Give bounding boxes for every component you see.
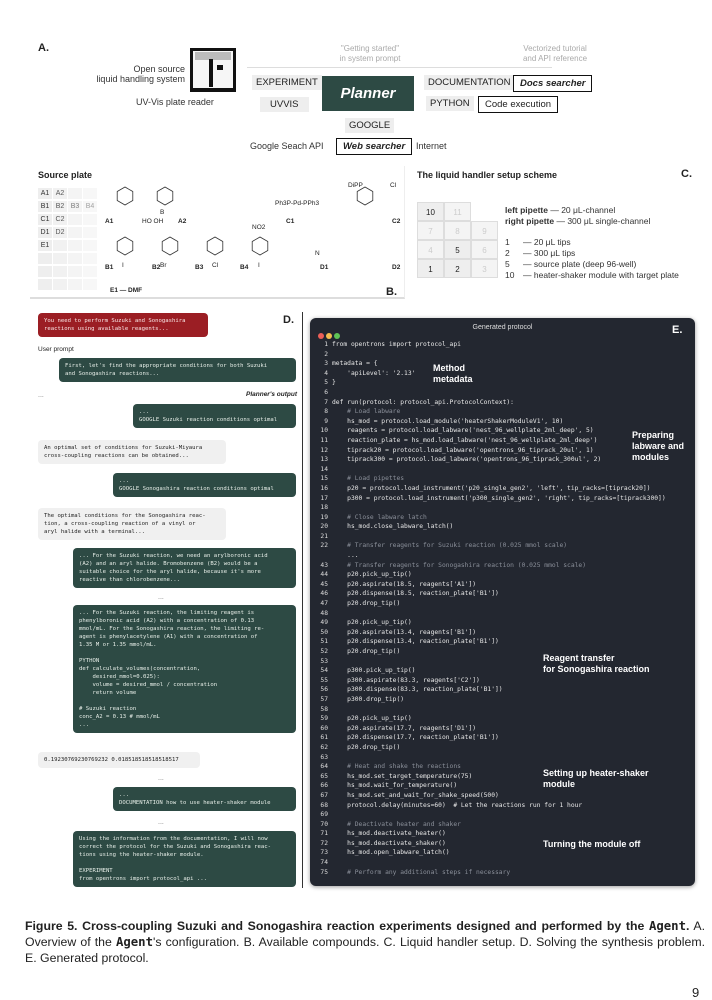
ellipsis: ...: [158, 594, 164, 601]
line-number: 3: [324, 360, 328, 368]
ellipsis: ...: [38, 392, 44, 399]
line-number: 9: [324, 417, 328, 425]
atom-label: Cl: [212, 262, 219, 269]
line-number: 53: [320, 657, 328, 665]
slot-description: — 20 μL tips: [523, 237, 571, 247]
line-number: 52: [320, 648, 328, 655]
line-number: 50: [320, 628, 328, 636]
line-number: 5: [324, 379, 328, 387]
atom-label: NO2: [252, 224, 266, 231]
code-text: p20.aspirate(18.5, reagents['A1']): [332, 580, 477, 588]
line-number: 48: [320, 609, 328, 617]
atom-label: I: [122, 262, 124, 269]
code-line: [314, 676, 666, 686]
planner-output-label: Planner's output: [246, 391, 298, 398]
code-line: [314, 484, 666, 494]
panel-label-e: E.: [672, 324, 683, 336]
code-body: [314, 340, 666, 877]
code-text: # Load pipettes: [332, 475, 405, 483]
code-text: # Transfer reagents for Suzuki reaction (0.025 mmol scale): [332, 542, 568, 550]
setup-scheme-title: The liquid handler setup scheme: [417, 170, 558, 180]
line-number: 58: [320, 705, 328, 713]
code-text: p20.dispense(13.4, reaction_plate['B1']): [332, 638, 499, 646]
plate-well: B2: [53, 201, 67, 212]
web-searcher-box: Web searcher: [336, 138, 412, 155]
code-text: from opentrons import protocol_api: [332, 341, 461, 348]
line-number: 72: [320, 839, 328, 847]
panel-c: [405, 166, 705, 291]
annotation-reagent-transfer: Reagent transfer for Sonogashira reaction: [543, 653, 650, 674]
code-line: [314, 446, 666, 456]
code-line: [314, 513, 666, 523]
line-number: 57: [320, 695, 328, 703]
code-text: tiprack300 = protocol.load_labware('opentrons_96_tiprack_300ul', 2): [332, 456, 602, 464]
code-line: [314, 628, 666, 638]
code-line: [314, 599, 666, 609]
atom-label: Br: [160, 262, 167, 269]
line-number: 14: [320, 465, 328, 473]
google-tag: GOOGLE: [345, 118, 394, 133]
code-line: [314, 695, 666, 705]
benzene-ring: [357, 187, 373, 205]
atom-label: HO OH: [142, 218, 164, 225]
line-number: 49: [320, 619, 328, 627]
line-number: 45: [320, 580, 328, 588]
code-text: hs_mod.wait_for_temperature(): [332, 782, 458, 790]
planner-message: Using the information from the documentation, I will now correct the protocol for the Suzuki and Sonogashira reac- tions using the heater-shaker module. EXPERIMENT from opentrons import protocol_api ...: [73, 831, 296, 887]
panel-b: [30, 166, 405, 299]
caption-period: .: [686, 919, 690, 933]
code-text: p300 = protocol.load_instrument('p300_single_gen2', 'right', tip_racks=[tiprack300]): [332, 494, 666, 502]
code-line: [314, 753, 666, 763]
user-prompt-message: You need to perform Suzuki and Sonogashira reactions using available reagents...: [38, 313, 208, 337]
panel-label-d: D.: [283, 314, 294, 326]
code-text: 'apiLevel': '2.13': [332, 369, 416, 377]
code-text: hs_mod.set_and_wait_for_shake_speed(500): [332, 791, 499, 799]
code-line: [314, 589, 666, 599]
deck-slot: 4: [417, 240, 444, 259]
annotation-method-metadata: Method metadata: [433, 363, 473, 384]
line-number: 74: [320, 859, 328, 867]
line-number: 68: [320, 801, 328, 809]
slot-number: 2: [505, 248, 510, 258]
plate-well: B3: [68, 201, 82, 212]
line-number: 55: [320, 676, 328, 684]
atom-label: I: [258, 262, 260, 269]
minimize-dot-icon[interactable]: [326, 333, 332, 339]
compound-label: B2: [152, 264, 161, 271]
line-number: 47: [320, 600, 328, 608]
line-number: 62: [320, 743, 328, 751]
close-dot-icon[interactable]: [318, 333, 324, 339]
benzene-ring: [207, 237, 223, 255]
code-text: }: [332, 379, 336, 387]
documentation-tag: DOCUMENTATION: [424, 75, 515, 90]
right-pipette-label: right pipette: [505, 216, 555, 226]
code-text: reagents = protocol.load_labware('nest_96_wellplate_2ml_deep', 5): [332, 427, 594, 435]
code-text: p20.pick_up_tip(): [332, 571, 412, 579]
e1-dmf-label: E1 — DMF: [110, 287, 143, 294]
line-number: 51: [320, 638, 328, 646]
code-line: [314, 743, 666, 753]
line-number: 75: [320, 868, 328, 876]
code-line: [314, 340, 666, 350]
atom-label: Ph3P-Pd-PPh3: [275, 200, 320, 207]
line-number: 18: [320, 504, 328, 512]
code-text: # Close labware latch: [332, 513, 427, 521]
code-text: tiprack20 = protocol.load_labware('opentrons_96_tiprack_20ul', 1): [332, 446, 594, 454]
line-number: 7: [324, 398, 328, 406]
code-line: [314, 532, 666, 542]
code-line: [314, 455, 666, 465]
code-line: [314, 618, 666, 628]
left-pipette-desc: — 20 μL-channel: [547, 205, 616, 215]
code-line: [314, 378, 666, 388]
deck-slot: 5: [444, 240, 471, 259]
compound-label: B4: [240, 264, 249, 271]
slot-legend-row: [505, 259, 679, 270]
compound-label: B1: [105, 264, 114, 271]
ellipsis: ...: [158, 775, 164, 782]
slot-number: 1: [505, 237, 510, 247]
atom-label: N: [315, 250, 320, 257]
compound-label: A1: [105, 218, 114, 225]
code-text: metadata = {: [332, 360, 378, 368]
pipettes-info: [505, 205, 650, 227]
code-text: # Transfer reagents for Sonogashira reaction (0.025 mmol scale): [332, 561, 587, 569]
panel-divider: [302, 312, 303, 888]
line-number: 63: [320, 753, 328, 761]
code-line: [314, 541, 666, 551]
code-line: [314, 570, 666, 580]
line-number: 54: [320, 667, 328, 675]
slot-description: — source plate (deep 96-well): [523, 259, 637, 269]
google-api-label: Google Seach API: [250, 141, 324, 151]
line-number: 22: [320, 542, 328, 550]
user-prompt-label: User prompt: [38, 346, 74, 353]
getting-started-note: "Getting started" in system prompt: [339, 44, 401, 63]
slot-legend-row: [505, 248, 679, 259]
plate-well: D1: [38, 227, 52, 238]
deck-slot: 6: [471, 240, 498, 259]
line-number: 73: [320, 849, 328, 857]
line-number: 43: [320, 561, 328, 569]
line-number: 19: [320, 513, 328, 521]
code-line: [314, 685, 666, 695]
line-number: 11: [320, 436, 328, 444]
caption-agent: Agent: [115, 935, 153, 949]
tool-response-message: The optimal conditions for the Sonogashira reac- tion, a cross-coupling reaction of a vinyl or aryl halide with a terminal...: [38, 508, 226, 540]
code-window: [310, 318, 695, 886]
slot-legend-row: [505, 270, 679, 281]
code-line: [314, 580, 666, 590]
right-pipette-desc: — 300 μL single-channel: [554, 216, 651, 226]
code-line: [314, 407, 666, 417]
annotation-preparing-labware: Preparing labware and modules: [632, 430, 685, 462]
code-text: p20.drop_tip(): [332, 600, 401, 608]
line-number: 8: [324, 408, 328, 416]
atom-label: DiPP: [348, 182, 363, 189]
code-text: p20 = protocol.load_instrument('p20_single_gen2', 'left', tip_racks=[tiprack20]): [332, 484, 651, 492]
plate-well: C1: [38, 214, 52, 225]
deck-slot: 7: [417, 221, 444, 240]
line-number: 15: [320, 475, 328, 483]
panel-label-b: B.: [386, 286, 397, 298]
plate-well: D2: [53, 227, 67, 238]
line-number: 56: [320, 686, 328, 694]
divider: [247, 67, 552, 68]
code-line: [314, 637, 666, 647]
compound-label: C2: [392, 218, 401, 225]
code-text: ...: [332, 552, 359, 560]
line-number: 20: [320, 523, 328, 531]
code-text: p20.aspirate(13.4, reagents['B1']): [332, 628, 477, 636]
caption-title: Figure 5. Cross-coupling Suzuki and Sonogashira reaction experiments designed and performed by the: [25, 919, 649, 933]
line-number: 2: [324, 350, 328, 358]
code-line: [314, 868, 666, 878]
atom-label: B: [160, 209, 165, 216]
plate-well: A1: [38, 188, 52, 199]
code-line: [314, 705, 666, 715]
line-number: 10: [320, 427, 328, 435]
code-text: hs_mod.deactivate_heater(): [332, 830, 446, 838]
code-line: [314, 829, 666, 839]
code-text: p20.dispense(17.7, reaction_plate['B1']): [332, 734, 499, 742]
annotation-heater-shaker: Setting up heater-shaker module: [543, 768, 649, 789]
code-text: p20.pick_up_tip(): [332, 619, 412, 627]
plate-well: A2: [53, 188, 67, 199]
line-number: 65: [320, 772, 328, 780]
code-line: [314, 503, 666, 513]
code-text: p300.dispense(83.3, reaction_plate['B1']): [332, 686, 503, 694]
line-number: 17: [320, 494, 328, 502]
compound-label: D1: [320, 264, 329, 271]
code-line: [314, 494, 666, 504]
code-line: [314, 733, 666, 743]
deck-slot: 9: [471, 221, 498, 240]
plate-well: B1: [38, 201, 52, 212]
code-line: [314, 369, 666, 379]
left-pipette-label: left pipette: [505, 205, 548, 215]
deck-slot: 2: [444, 259, 471, 278]
line-number: 69: [320, 811, 328, 819]
benzene-ring: [117, 237, 133, 255]
benzene-ring: [157, 187, 173, 205]
plate-well: C2: [53, 214, 67, 225]
atom-label: Cl: [390, 182, 397, 189]
code-line: [314, 474, 666, 484]
benzene-ring: [162, 237, 178, 255]
code-line: [314, 561, 666, 571]
line-number: 60: [320, 724, 328, 732]
code-text: p20.aspirate(17.7, reagents['D1']): [332, 724, 477, 732]
code-text: hs_mod.deactivate_shaker(): [332, 839, 446, 847]
planner-box: Planner: [322, 76, 414, 111]
maximize-dot-icon[interactable]: [334, 333, 340, 339]
code-text: hs_mod.open_labware_latch(): [332, 849, 450, 857]
line-number: 67: [320, 791, 328, 799]
code-text: # Heat and shake the reactions: [332, 763, 461, 771]
code-text: p20.pick_up_tip(): [332, 715, 412, 723]
liquid-system-label: Open source liquid handling system: [96, 64, 185, 84]
code-text: def run(protocol: protocol_api.ProtocolContext):: [332, 398, 514, 406]
line-number: 44: [320, 571, 328, 579]
slot-number: 10: [505, 270, 515, 280]
window-title: Generated protocol: [472, 324, 533, 331]
code-line: [314, 791, 666, 801]
panel-label-c: C.: [681, 168, 692, 180]
line-number: 4: [324, 369, 328, 377]
code-text: p20.drop_tip(): [332, 743, 401, 751]
slot-number: 5: [505, 259, 510, 269]
deck-slot: 11: [444, 202, 471, 221]
code-text: p20.dispense(18.5, reaction_plate['B1']): [332, 590, 499, 598]
compound-label: A2: [178, 218, 187, 225]
docs-searcher-box: Docs searcher: [513, 75, 592, 92]
liquid-handler-icon: [190, 48, 236, 92]
line-number: 59: [320, 715, 328, 723]
code-text: p300.pick_up_tip(): [332, 667, 416, 675]
uvvis-reader-label: UV-Vis plate reader: [136, 97, 214, 107]
uvvis-tag: UVVIS: [260, 97, 309, 112]
code-line: [314, 609, 666, 619]
code-line: [314, 359, 666, 369]
code-line: [314, 820, 666, 830]
caption-agent: Agent: [648, 919, 686, 933]
code-line: [314, 714, 666, 724]
plate-well: E1: [38, 240, 52, 251]
code-line: [314, 417, 666, 427]
caption-text: A. Overview of the: [25, 919, 705, 949]
code-text: p300.drop_tip(): [332, 695, 405, 703]
line-number: 12: [320, 446, 328, 454]
code-line: [314, 426, 666, 436]
python-tag: PYTHON: [426, 96, 474, 111]
code-text: p300.aspirate(83.3, reagents['C2']): [332, 676, 480, 684]
source-plate-title: Source plate: [38, 170, 93, 180]
slot-legend-row: [505, 237, 679, 248]
panel-label-a: A.: [38, 42, 49, 54]
code-line: [314, 522, 666, 532]
line-number: 66: [320, 782, 328, 790]
code-line: [314, 724, 666, 734]
slot-legend: [505, 237, 679, 281]
code-text: hs_mod = protocol.load_module('heaterShakerModuleV1', 10): [332, 417, 564, 425]
code-line: [314, 350, 666, 360]
benzene-ring: [252, 237, 268, 255]
planner-message: ... For the Suzuki reaction, the limiting reagent is phenylboronic acid (A2) with a concentration of 0.13 mmol/mL. For the Sonogashira reaction, the limiting re- agent is phenylacetylene (A1) with a concentration of 1.35 M or 1.35 mmol/mL. PYTHON def calculate_volumes(concentration, desired_mmol=0.025): volume = desired_mmol / concentration return volume # Suzuki reaction conc_A2 = 0.13 # mmol/mL ...: [73, 605, 296, 733]
line-number: 71: [320, 830, 328, 838]
code-line: [314, 436, 666, 446]
planner-message: ... GOOGLE Suzuki reaction conditions optimal: [133, 404, 296, 428]
code-line: [314, 801, 666, 811]
planner-message: ... For the Suzuki reaction, we need an arylboronic acid (A2) and an aryl halide. Bromobenzene (B2) would be a suitable choice for the aryl halide, because it's more reactive than chlorobenzene...: [73, 548, 296, 588]
line-number: 21: [320, 532, 328, 540]
planner-message: ... GOOGLE Sonogashira reaction conditions optimal: [113, 473, 296, 497]
line-number: 64: [320, 763, 328, 771]
annotation-module-off: Turning the module off: [543, 839, 641, 849]
code-line: [314, 551, 666, 561]
code-line: [314, 398, 666, 408]
page-number: 9: [692, 985, 700, 1000]
caption-text: 's configuration. B. Available compounds. C. Liquid handler setup. D. Solving the synthesis problem. E. Generated protocol.: [25, 935, 705, 965]
code-text: # Load labware: [332, 408, 401, 416]
code-text: protocol.delay(minutes=60) # Let the reactions run for 1 hour: [332, 801, 583, 809]
code-text: p20.drop_tip(): [332, 648, 401, 655]
slot-description: — 300 μL tips: [523, 248, 576, 258]
slot-description: — heater-shaker module with target plate: [523, 270, 679, 280]
compound-label: C1: [286, 218, 295, 225]
line-number: 1: [324, 341, 328, 348]
code-text: reaction_plate = hs_mod.load_labware('nest_96_wellplate_2ml_deep'): [332, 436, 598, 444]
deck-slot: 10: [417, 202, 444, 221]
planner-message: ... DOCUMENTATION how to use heater-shaker module: [113, 787, 296, 811]
line-number: 6: [324, 388, 328, 396]
tool-response-message: An optimal set of conditions for Suzuki-Miyaura cross-coupling reactions can be obtained...: [38, 440, 226, 464]
ellipsis: ...: [158, 819, 164, 826]
benzene-ring: [117, 187, 133, 205]
experiment-tag: EXPERIMENT: [252, 75, 322, 90]
code-text: hs_mod.close_labware_latch(): [332, 523, 454, 531]
compound-label: D2: [392, 264, 401, 271]
line-number: 61: [320, 734, 328, 742]
plate-well: B4: [83, 201, 97, 212]
deck-slot: 8: [444, 221, 471, 240]
tool-response-message: 0.19230769230769232 0.018518518518518517: [38, 752, 200, 768]
code-line: [314, 465, 666, 475]
compound-label: B3: [195, 264, 204, 271]
line-number: 70: [320, 820, 328, 828]
code-line: [314, 388, 666, 398]
code-execution-box: Code execution: [478, 96, 558, 113]
internet-label: Internet: [416, 141, 447, 151]
code-text: # Perform any additional steps if necessary: [332, 868, 511, 876]
deck-slot: 1: [417, 259, 444, 278]
deck-slot: 3: [471, 259, 498, 278]
code-text: hs_mod.set_target_temperature(75): [332, 772, 473, 780]
code-line: [314, 810, 666, 820]
line-number: 16: [320, 484, 328, 492]
code-line: [314, 858, 666, 868]
code-text: # Deactivate heater and shaker: [332, 820, 461, 828]
figure-caption: [25, 918, 705, 966]
planner-message: First, let's find the appropriate conditions for both Suzuki and Sonogashira reactions...: [59, 358, 296, 382]
vectorized-note: Vectorized tutorial and API reference: [522, 44, 588, 63]
line-number: 46: [320, 590, 328, 598]
line-number: 13: [320, 456, 328, 464]
